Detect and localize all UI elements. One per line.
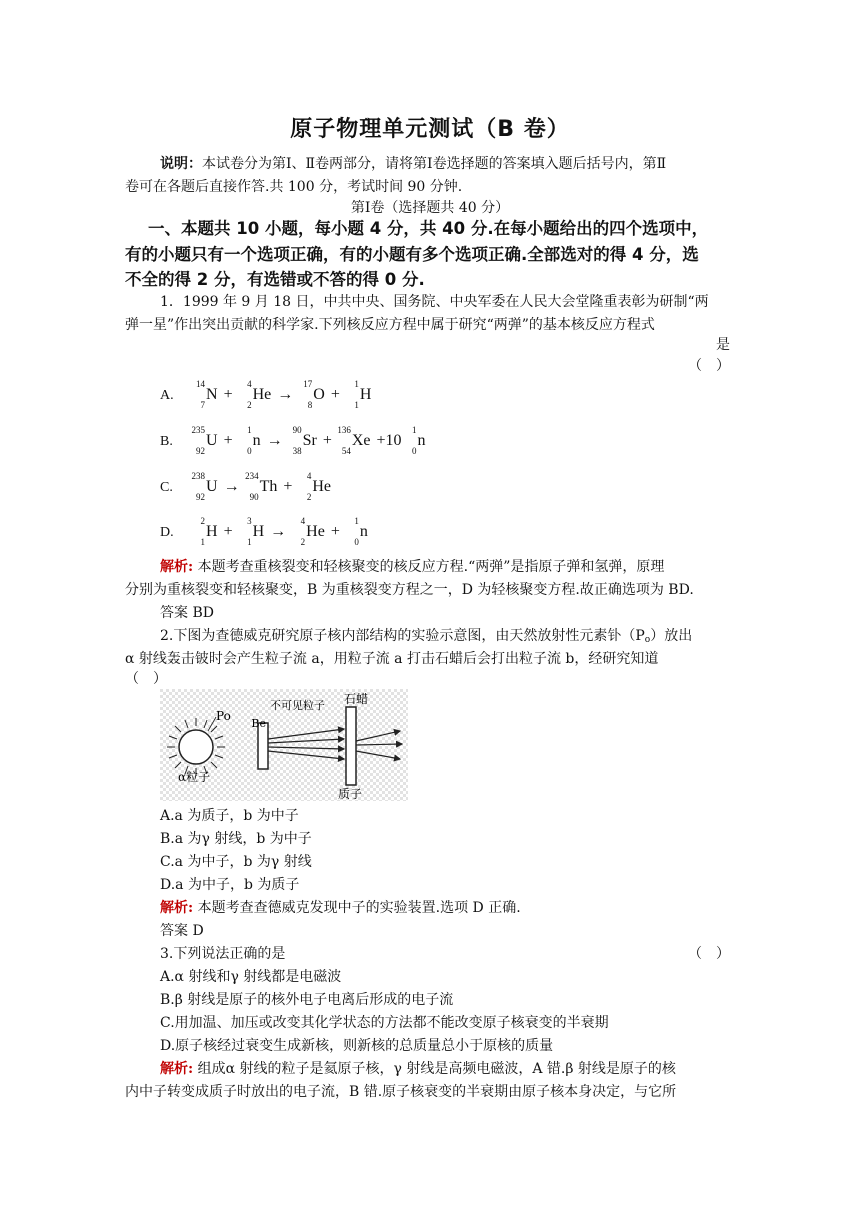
q1-answer: 答案 BD [160, 605, 214, 621]
q3-bracket: （ ） [688, 946, 730, 962]
q1-option-d: D. 2 1 H + 3 1 H → 4 2 He + 1 0 n [160, 516, 368, 547]
q3-analysis-line-2: 内中子转变成质子时放出的电子流，B 错.原子核衰变的半衰期由原子核本身决定，与它所 [125, 1084, 677, 1100]
intro-line-1 [160, 153, 720, 176]
q3-analysis-line-1: 解析: 组成α 射线的粒子是氦原子核，γ 射线是高频电磁波，A 错.β 射线是原子的核 [160, 1061, 676, 1077]
part-header-line-3: 不全的得 2 分，有选错或不答的得 0 分. [125, 270, 425, 289]
analysis-label: 解析: [160, 900, 194, 916]
option-label: D. [160, 525, 174, 540]
q2-line-1: 2.下图为查德威克研究原子核内部结构的实验示意图，由天然放射性元素钋（Po）放出 [160, 628, 693, 645]
paraffin-block [346, 707, 356, 785]
paraffin-label: 石蜡 [344, 692, 369, 706]
nuclide: 1 1 H [354, 379, 372, 410]
nuclide: 90 38 Sr [292, 425, 317, 456]
q1-option-b: B. 235 92 U + 1 0 n → 90 38 Sr + 136 54 Xe +10 1 0 n [160, 425, 426, 456]
coefficient: +10 [376, 432, 402, 449]
q1-line-2: 弹一星”作出突出贡献的科学家.下列核反应方程中属于研究“两弹”的基本核反应方程式 [125, 317, 655, 333]
q1-analysis-line-2: 分别为重核裂变和轻核聚变，B 为重核裂变方程之一，D 为轻核聚变方程.故正确选项为 BD. [125, 582, 694, 598]
q1-line-1: 1．1999 年 9 月 18 日，中共中央、国务院、中央军委在人民大会堂隆重表彰为研制“两 [160, 294, 709, 310]
q3-stem: 3.下列说法正确的是 [160, 946, 286, 962]
chadwick-experiment-diagram [160, 689, 408, 801]
nuclide: 1 0 n [247, 425, 261, 456]
q3-option-c: C.用加温、加压或改变其化学状态的方法都不能改变原子核衰变的半衰期 [160, 1015, 609, 1031]
q3-option-d: D.原子核经过衰变生成新核，则新核的总质量总小于原核的质量 [160, 1038, 554, 1054]
nuclide: 1 0 n [354, 516, 368, 547]
part-header-line-2: 有的小题只有一个选项正确，有的小题有多个选项正确.全部选对的得 4 分，选 [125, 245, 699, 264]
q2-option-b: B.a 为γ 射线，b 为中子 [160, 831, 312, 847]
nuclide: 3 1 H [247, 516, 265, 547]
section-heading: 第Ⅰ卷（选择题共 40 分） [350, 200, 510, 216]
analysis-label: 解析: [160, 1061, 194, 1077]
q1-analysis-line-1: 解析: 本题考查重核裂变和轻核聚变的核反应方程.“两弹”是指原子弹和氢弹，原理 [160, 559, 665, 575]
q1-line-3: 是 [716, 337, 730, 353]
po-label: Po [216, 709, 231, 723]
option-label: A. [160, 388, 174, 403]
q2-answer: 答案 D [160, 923, 204, 939]
option-label: C. [160, 480, 173, 495]
q1-option-c: C. 238 92 U → 234 90 Th + 4 2 He [160, 471, 332, 502]
nuclide: 4 2 He [247, 379, 272, 410]
intro-text-1: 本试卷分为第Ⅰ、Ⅱ卷两部分，请将第Ⅰ卷选择题的答案填入题后括号内，第Ⅱ [202, 156, 667, 172]
nuclide: 238 92 U [191, 471, 218, 502]
nuclide: 234 90 Th [245, 471, 278, 502]
intro-label: 说明： [160, 156, 202, 172]
q3-option-b: B.β 射线是原子的核外电子电离后形成的电子流 [160, 992, 454, 1008]
nuclide: 2 1 H [200, 516, 218, 547]
invisible-particle-label: 不可见粒子 [270, 699, 325, 712]
intro-line-2: 卷可在各题后直接作答.共 100 分，考试时间 90 分钟. [125, 179, 463, 195]
nuclide: 235 92 U [191, 425, 218, 456]
option-label: B. [160, 434, 173, 449]
q2-line-2: α 射线轰击铍时会产生粒子流 a，用粒子流 a 打击石蜡后会打出粒子流 b，经研究知道 [125, 651, 659, 667]
q2-option-d: D.a 为中子，b 为质子 [160, 877, 300, 893]
q3-option-a: A.α 射线和γ 射线都是电磁波 [160, 969, 342, 985]
proton-label: 质子 [338, 787, 363, 801]
q2-option-c: C.a 为中子，b 为γ 射线 [160, 854, 312, 870]
q2-option-a: A.a 为质子，b 为中子 [160, 808, 299, 824]
be-label: Be [251, 717, 266, 730]
nuclide: 136 54 Xe [337, 425, 371, 456]
part-header-line-1: 一、本题共 10 小题，每小题 4 分，共 40 分.在每小题给出的四个选项中， [148, 219, 709, 238]
q2-analysis: 解析: 本题考查查德威克发现中子的实验装置.选项 D 正确. [160, 900, 521, 916]
nuclide: 4 2 He [306, 471, 332, 502]
nuclide: 14 7 N [196, 379, 218, 410]
q1-bracket: （ ） [688, 358, 730, 374]
nuclide: 4 2 He [300, 516, 325, 547]
q2-line-3: （ ） [125, 671, 167, 687]
nuclide: 17 8 O [303, 379, 325, 410]
nuclide: 1 0 n [412, 425, 426, 456]
analysis-label: 解析: [160, 559, 194, 575]
page-title: 原子物理单元测试（B 卷） [290, 117, 570, 142]
q1-option-a: A. 14 7 N + 4 2 He → 17 8 O + 1 1 H [160, 379, 372, 410]
alpha-label: α粒子 [178, 770, 211, 784]
